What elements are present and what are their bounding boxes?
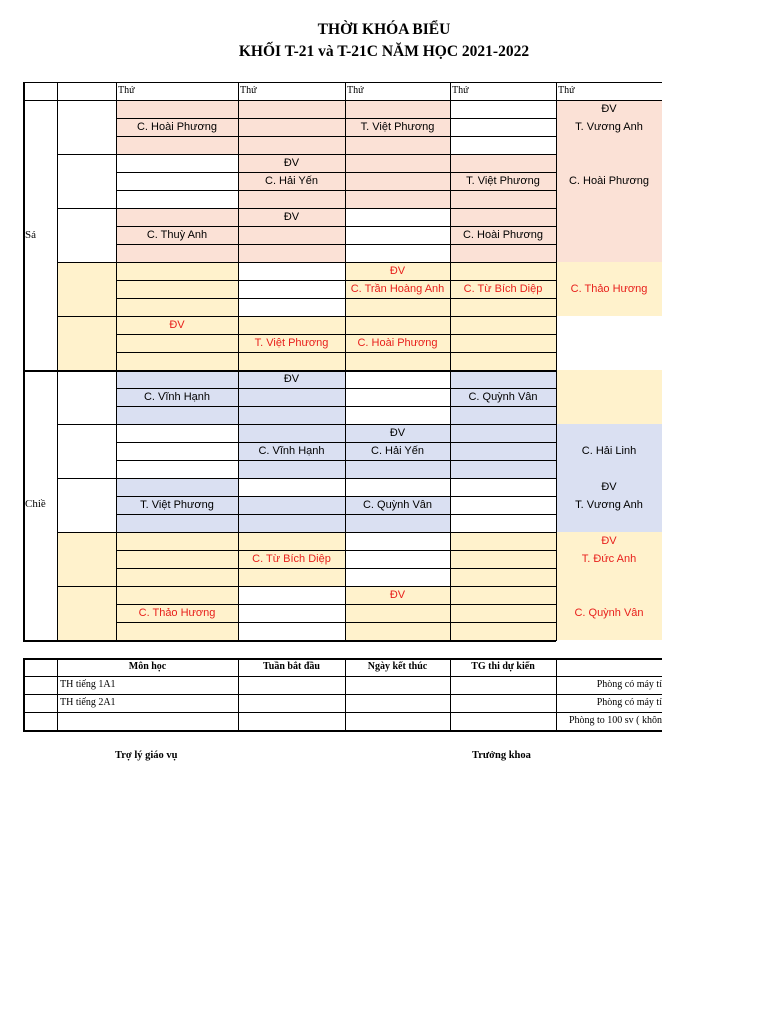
slot-cell (116, 532, 238, 550)
slot-cell (238, 496, 345, 514)
slot-cell (238, 316, 345, 334)
slot-cell (116, 262, 238, 280)
class-entry: T. Việt Phương (254, 337, 329, 349)
class-entry: C. Quỳnh Vân (468, 391, 538, 403)
class-entry: ĐV (283, 373, 300, 385)
slot-cell (556, 298, 662, 316)
grid-line (451, 298, 556, 299)
slot-cell (238, 532, 345, 550)
class-entry: T. Đức Anh (581, 553, 637, 565)
slot-cell (238, 586, 345, 604)
table-header: Môn học (128, 661, 167, 672)
class-entry: ĐV (601, 535, 617, 547)
slot-cell (556, 460, 662, 478)
class-entry: C. Vĩnh Hạnh (143, 391, 211, 403)
class-entry: C. Từ Bích Diệp (463, 283, 543, 295)
class-entry: ĐV (389, 427, 406, 439)
class-entry: T. Việt Phương (466, 175, 540, 187)
slot-cell (345, 532, 450, 550)
slot-cell (345, 298, 450, 316)
slot-cell (450, 622, 556, 640)
period-cell (57, 478, 116, 532)
slot-cell (556, 190, 662, 208)
table-header: Ngày kết thúc (367, 661, 428, 672)
slot-cell (345, 154, 450, 172)
grid-line (451, 154, 556, 155)
slot-cell (345, 388, 450, 406)
slot-cell (556, 406, 662, 424)
slot-cell (345, 622, 450, 640)
slot-cell (116, 190, 238, 208)
slot-cell (116, 622, 238, 640)
slot-cell (556, 370, 662, 388)
slot-cell (238, 460, 345, 478)
period-cell (57, 262, 116, 316)
grid-line (451, 532, 556, 533)
slot-cell (238, 298, 345, 316)
slot-cell (450, 154, 556, 172)
slot-cell (450, 244, 556, 262)
slot-cell (345, 568, 450, 586)
period-cell (57, 208, 116, 262)
slot-cell (345, 370, 450, 388)
slot-cell (450, 550, 556, 568)
slot-cell (116, 154, 238, 172)
slot-cell (345, 316, 450, 334)
slot-cell (238, 190, 345, 208)
slot-cell (556, 352, 662, 370)
slot-cell (450, 118, 556, 136)
course-subject: TH tiếng 2A1 (60, 697, 116, 708)
grid-line (451, 460, 556, 461)
slot-cell (556, 424, 662, 442)
slot-cell (345, 136, 450, 154)
session-label-morning: Sá (25, 229, 36, 241)
course-subject: TH tiếng 1A1 (60, 679, 116, 690)
grid-line (451, 244, 556, 245)
slot-cell (556, 622, 662, 640)
class-entry: C. Thảo Hương (138, 607, 216, 619)
slot-cell (116, 172, 238, 190)
slot-cell (556, 568, 662, 586)
class-entry: C. Hoài Phương (568, 175, 649, 187)
slot-cell (450, 136, 556, 154)
class-entry: ĐV (389, 589, 406, 601)
grid-line (451, 478, 556, 479)
period-cell (57, 154, 116, 208)
slot-cell (450, 298, 556, 316)
slot-cell (345, 604, 450, 622)
class-entry: ĐV (601, 103, 617, 115)
class-entry: T. Vương Anh (575, 121, 643, 133)
slot-cell (450, 190, 556, 208)
day-header: Thứ (240, 85, 257, 96)
day-header: Thứ (558, 85, 575, 96)
slot-cell (238, 478, 345, 496)
grid-line (451, 208, 556, 209)
slot-cell (450, 352, 556, 370)
class-entry: ĐV (283, 211, 300, 223)
grid-line (451, 568, 556, 569)
day-header: Thứ (118, 85, 135, 96)
class-entry: C. Thuỳ Anh (146, 229, 208, 241)
slot-cell (450, 460, 556, 478)
grid-line (451, 424, 556, 425)
slot-cell (450, 478, 556, 496)
slot-cell (450, 496, 556, 514)
slot-cell (450, 586, 556, 604)
slot-cell (450, 406, 556, 424)
slot-cell (116, 370, 238, 388)
class-entry: C. Hải Yến (371, 445, 424, 457)
assistant-signature-label: Trợ lý giáo vụ (115, 750, 178, 761)
period-cell (57, 424, 116, 478)
period-cell (57, 586, 116, 640)
slot-cell (238, 280, 345, 298)
day-header: Thứ (347, 85, 364, 96)
grid-line (451, 316, 556, 317)
class-entry: T. Việt Phương (140, 499, 214, 511)
slot-cell (238, 604, 345, 622)
course-note: Phòng có máy tí (596, 679, 662, 690)
slot-cell (345, 226, 450, 244)
class-entry: C. Trần Hoàng Anh (350, 283, 445, 295)
period-cell (57, 100, 116, 154)
slot-cell (116, 514, 238, 532)
class-entry: C. Quỳnh Vân (574, 607, 644, 619)
class-entry: C. Từ Bích Diệp (252, 553, 331, 565)
slot-cell (450, 442, 556, 460)
slot-cell (450, 334, 556, 352)
slot-cell (556, 244, 662, 262)
slot-cell (450, 316, 556, 334)
class-entry: ĐV (283, 157, 300, 169)
period-cell (57, 532, 116, 586)
slot-cell (238, 136, 345, 154)
slot-cell (116, 352, 238, 370)
grid-line (451, 604, 556, 605)
slot-cell (450, 424, 556, 442)
slot-cell (116, 442, 238, 460)
class-entry: C. Hoài Phương (462, 229, 543, 241)
page-title: THỜI KHÓA BIỂU (317, 21, 451, 38)
slot-cell (345, 514, 450, 532)
grid-line (23, 640, 556, 642)
slot-cell (116, 424, 238, 442)
slot-cell (345, 208, 450, 226)
dean-signature-label: Trưởng khoa (472, 750, 531, 761)
slot-cell (556, 154, 662, 172)
slot-cell (116, 460, 238, 478)
course-subject (60, 712, 238, 730)
grid-line (116, 406, 556, 407)
slot-cell (238, 568, 345, 586)
slot-cell (450, 568, 556, 586)
slot-cell (116, 568, 238, 586)
slot-cell (116, 244, 238, 262)
slot-cell (345, 550, 450, 568)
grid-line (345, 82, 346, 640)
period-cell (57, 316, 116, 370)
grid-line (451, 442, 556, 443)
class-entry: C. Vĩnh Hạnh (258, 445, 325, 457)
slot-cell (556, 334, 662, 352)
slot-cell (238, 406, 345, 424)
class-entry: C. Thảo Hương (570, 283, 648, 295)
slot-cell (556, 136, 662, 154)
grid-line (451, 190, 556, 191)
slot-cell (450, 100, 556, 118)
slot-cell (116, 208, 238, 226)
slot-cell (450, 208, 556, 226)
class-entry: C. Hải Yến (265, 175, 318, 187)
grid-line (451, 136, 556, 137)
slot-cell (345, 244, 450, 262)
grid-line (116, 82, 117, 641)
slot-cell (450, 532, 556, 550)
class-entry: ĐV (169, 319, 185, 331)
grid-line (451, 118, 556, 119)
grid-line (23, 82, 25, 641)
period-cell (57, 370, 116, 424)
table-line (23, 730, 662, 732)
class-entry: C. Hoài Phương (136, 121, 217, 133)
page-subtitle: KHỐI T-21 và T-21C NĂM HỌC 2021-2022 (238, 43, 530, 60)
slot-cell (450, 370, 556, 388)
class-entry: T. Việt Phương (360, 121, 435, 133)
slot-cell (238, 424, 345, 442)
grid-line (450, 82, 451, 640)
slot-cell (345, 406, 450, 424)
course-note: Phòng có máy tí (596, 697, 662, 708)
table-header: TG thi dự kiến (471, 661, 535, 672)
grid-line (116, 352, 556, 353)
slot-cell (116, 586, 238, 604)
class-entry: T. Vương Anh (575, 499, 643, 511)
slot-cell (238, 118, 345, 136)
grid-line (451, 262, 556, 263)
class-entry: C. Hải Linh (581, 445, 637, 457)
table-header: Tuần bắt đầu (263, 661, 320, 672)
day-header: Thứ (452, 85, 469, 96)
slot-cell (238, 226, 345, 244)
slot-cell (116, 100, 238, 118)
slot-cell (238, 514, 345, 532)
grid-line (451, 586, 556, 587)
slot-cell (450, 514, 556, 532)
grid-line (451, 550, 556, 551)
slot-cell (116, 298, 238, 316)
table-line (23, 658, 25, 731)
course-note: Phòng to 100 sv ( khôn (568, 715, 662, 726)
slot-cell (238, 100, 345, 118)
slot-cell (556, 514, 662, 532)
slot-cell (345, 190, 450, 208)
class-entry: C. Hoài Phương (357, 337, 438, 349)
slot-cell (450, 262, 556, 280)
class-entry: C. Quỳnh Vân (362, 499, 433, 511)
slot-cell (238, 262, 345, 280)
slot-cell (238, 388, 345, 406)
slot-cell (116, 478, 238, 496)
grid-line (451, 622, 556, 623)
slot-cell (345, 352, 450, 370)
grid-line (57, 82, 58, 641)
slot-cell (345, 478, 450, 496)
slot-cell (345, 172, 450, 190)
slot-cell (556, 388, 662, 406)
slot-cell (116, 550, 238, 568)
slot-cell (556, 586, 662, 604)
slot-cell (450, 604, 556, 622)
slot-cell (556, 316, 662, 334)
grid-line (451, 514, 556, 515)
slot-cell (556, 226, 662, 244)
slot-cell (238, 352, 345, 370)
slot-cell (116, 136, 238, 154)
class-entry: ĐV (601, 481, 617, 493)
slot-cell (345, 460, 450, 478)
slot-cell (238, 244, 345, 262)
class-entry: ĐV (389, 265, 406, 277)
slot-cell (116, 280, 238, 298)
slot-cell (556, 208, 662, 226)
grid-line (451, 496, 556, 497)
slot-cell (116, 334, 238, 352)
slot-cell (116, 406, 238, 424)
slot-cell (345, 100, 450, 118)
session-label-afternoon: Chiề (25, 498, 46, 510)
slot-cell (238, 622, 345, 640)
slot-cell (556, 262, 662, 280)
